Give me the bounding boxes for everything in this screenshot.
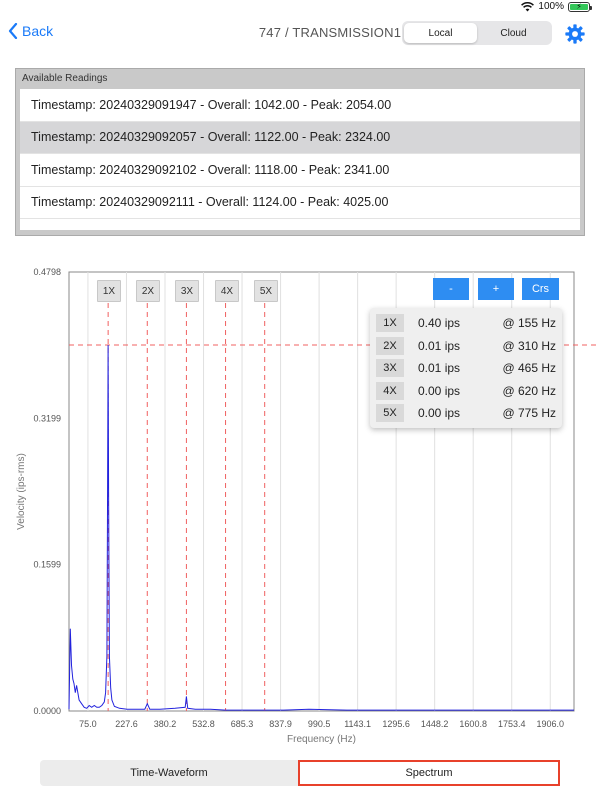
harmonic-frequency: @ 465 Hz (502, 361, 556, 376)
harmonic-label: 4X (376, 382, 404, 400)
spectrum-chart[interactable] (0, 258, 600, 758)
back-label: Back (22, 23, 54, 39)
zoom-in-button[interactable]: + (478, 278, 514, 300)
cursor-button[interactable]: Crs (522, 278, 559, 300)
battery-percent: 100% (538, 1, 564, 12)
gear-icon[interactable] (564, 23, 586, 45)
y-tick-label: 0.1599 (33, 559, 61, 570)
harmonic-row (376, 335, 556, 358)
status-right (521, 1, 590, 12)
readings-panel (15, 68, 585, 236)
y-axis-label: Velocity (ips-rms) (16, 453, 27, 530)
harmonic-row (376, 312, 556, 335)
x-tick-label: 380.2 (153, 719, 177, 729)
x-tick-label: 1600.8 (459, 719, 487, 729)
harmonic-frequency: @ 310 Hz (502, 338, 556, 353)
readings-list[interactable] (20, 89, 580, 230)
harmonic-value: 0.00 ips (418, 383, 461, 398)
segment-local[interactable]: Local (404, 23, 477, 43)
harmonic-value: 0.40 ips (418, 316, 461, 331)
readings-header: Available Readings (22, 73, 108, 84)
y-tick-label: 0.4798 (33, 267, 61, 277)
x-tick-label: 75.0 (79, 719, 97, 729)
x-tick-label: 1448.2 (420, 719, 449, 729)
harmonic-row (376, 380, 556, 403)
status-bar (0, 0, 600, 16)
harmonic-marker-2x[interactable]: 2X (136, 280, 160, 302)
reading-row-2[interactable]: Timestamp: 20240329092102 - Overall: 1118.00 - Peak: 2341.00 (20, 154, 580, 187)
harmonic-marker-3x[interactable]: 3X (175, 280, 199, 302)
harmonic-value: 0.01 ips (418, 338, 461, 353)
harmonic-marker-5x[interactable]: 5X (254, 280, 278, 302)
reading-row-0[interactable]: Timestamp: 20240329091947 - Overall: 1042.00 - Peak: 2054.00 (20, 89, 580, 122)
battery-icon: ⚡ (568, 2, 590, 12)
zoom-out-button[interactable]: - (433, 278, 469, 300)
harmonics-table (370, 308, 562, 428)
x-tick-label: 1143.1 (344, 719, 372, 729)
harmonic-marker-1x[interactable]: 1X (97, 280, 121, 302)
x-tick-label: 1295.6 (382, 719, 410, 729)
reading-row-3[interactable]: Timestamp: 20240329092111 - Overall: 1124.00 - Peak: 4025.00 (20, 187, 580, 220)
harmonic-label: 5X (376, 404, 404, 422)
nav-bar (0, 16, 600, 52)
source-segment (402, 21, 552, 45)
y-tick-label: 0.0000 (33, 706, 61, 716)
x-tick-label: 227.6 (115, 719, 138, 729)
view-tabs (40, 760, 560, 786)
harmonic-frequency: @ 155 Hz (502, 316, 556, 331)
tab-time-waveform[interactable]: Time-Waveform (130, 767, 208, 779)
segment-cloud[interactable]: Cloud (500, 27, 527, 39)
harmonic-frequency: @ 620 Hz (502, 383, 556, 398)
x-tick-label: 1906.0 (536, 719, 565, 729)
harmonic-value: 0.00 ips (418, 406, 461, 421)
x-tick-label: 1753.4 (497, 719, 526, 729)
harmonic-marker-4x[interactable]: 4X (215, 280, 239, 302)
harmonic-label: 2X (376, 337, 404, 355)
y-tick-label: 0.3199 (33, 413, 61, 424)
page-title: 747 / TRANSMISSION1 (258, 25, 402, 40)
x-tick-label: 837.9 (269, 719, 292, 729)
harmonic-value: 0.01 ips (418, 361, 461, 376)
harmonic-row (376, 402, 556, 425)
x-axis-label: Frequency (Hz) (287, 734, 356, 745)
x-tick-label: 532.8 (192, 719, 215, 729)
wifi-icon (521, 2, 534, 12)
tab-spectrum[interactable]: Spectrum (298, 760, 560, 786)
harmonic-frequency: @ 775 Hz (502, 406, 556, 421)
harmonic-row (376, 357, 556, 380)
reading-row-1[interactable]: Timestamp: 20240329092057 - Overall: 1122.00 - Peak: 2324.00 (20, 122, 580, 155)
x-tick-label: 685.3 (230, 719, 254, 729)
harmonic-label: 3X (376, 359, 404, 377)
harmonic-label: 1X (376, 314, 404, 332)
x-tick-label: 990.5 (307, 719, 331, 729)
